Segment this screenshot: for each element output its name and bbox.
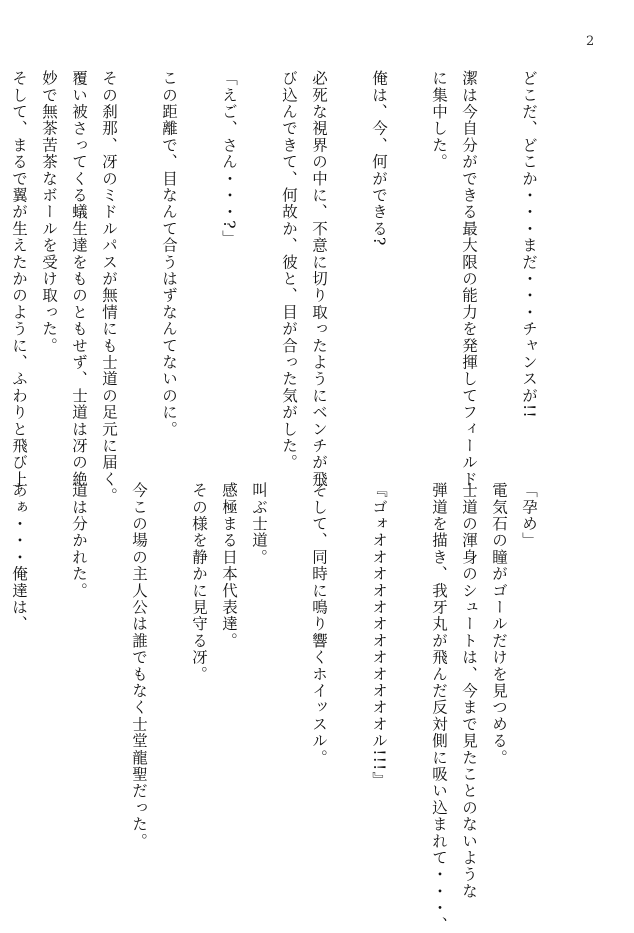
blank-line [34, 482, 64, 862]
text-line: どこだ、どこか・・・まだ・・・チャンスが!! [520, 70, 538, 419]
text-line: 『ゴォオオオオオオオオオオオオル!!!』 [370, 482, 388, 789]
text-line: び込んできて、何故か、彼と、目が合った気がした。 [280, 70, 298, 471]
text-line: 「孕め」 [520, 482, 538, 549]
text-line: あぁ・・・俺達は、 [10, 482, 28, 633]
page-number: 2 [586, 34, 595, 49]
blank-line [334, 482, 364, 862]
blank-line [124, 70, 154, 450]
text-line: 俺は、今、何ができる? [370, 70, 388, 247]
text-line: 潔は今自分ができる最大限の能力を発揮してフィールド [460, 70, 478, 488]
blank-line [244, 70, 274, 450]
text-line: 「えご、さん・・・?」 [220, 70, 238, 247]
text-line: その様を静かに見守る冴。 [190, 482, 208, 683]
text-line: そして、同時に鳴り響くホイッスル。 [310, 482, 328, 766]
text-line: 道は分かれた。 [70, 482, 88, 599]
blank-line [154, 482, 184, 862]
text-line: 今この場の主人公は誰でもなく士堂龍聖だった。 [130, 482, 148, 850]
lower-text-block [4, 482, 544, 933]
blank-line [394, 70, 424, 450]
text-line: その刹那、冴のミドルパスが無情にも士道の足元に届く。 [100, 70, 118, 505]
text-line: 覆い被さってくる蟻生達をものともせず、士道は冴の絶 [70, 70, 88, 488]
blank-line [334, 70, 364, 450]
text-line: 電気石の瞳がゴールだけを見つめる。 [490, 482, 508, 766]
blank-line [94, 482, 124, 862]
blank-line [394, 482, 424, 862]
text-line: 弾道を描き、我牙丸が飛んだ反対側に吸い込まれて・・・、 [430, 482, 448, 933]
upper-text-block [0, 70, 544, 505]
text-line: 士道の渾身のシュートは、今まで見たことのないような [460, 482, 478, 900]
text-line: この距離で、目なんて合うはずなんてないのに。 [160, 70, 178, 438]
text-line: に集中した。 [430, 70, 448, 171]
blank-line [184, 70, 214, 450]
text-line: そして、まるで翼が生えたかのように、ふわりと飛び上 [10, 70, 28, 488]
text-line: 感極まる日本代表達。 [220, 482, 238, 649]
text-line: 妙で無茶苦茶なボールを受け取った。 [40, 70, 58, 354]
text-line: 必死な視界の中に、不意に切り取ったようにベンチが飛 [310, 70, 328, 488]
text-line: 叫ぶ士道。 [250, 482, 268, 566]
blank-line [484, 70, 514, 450]
blank-line [274, 482, 304, 862]
